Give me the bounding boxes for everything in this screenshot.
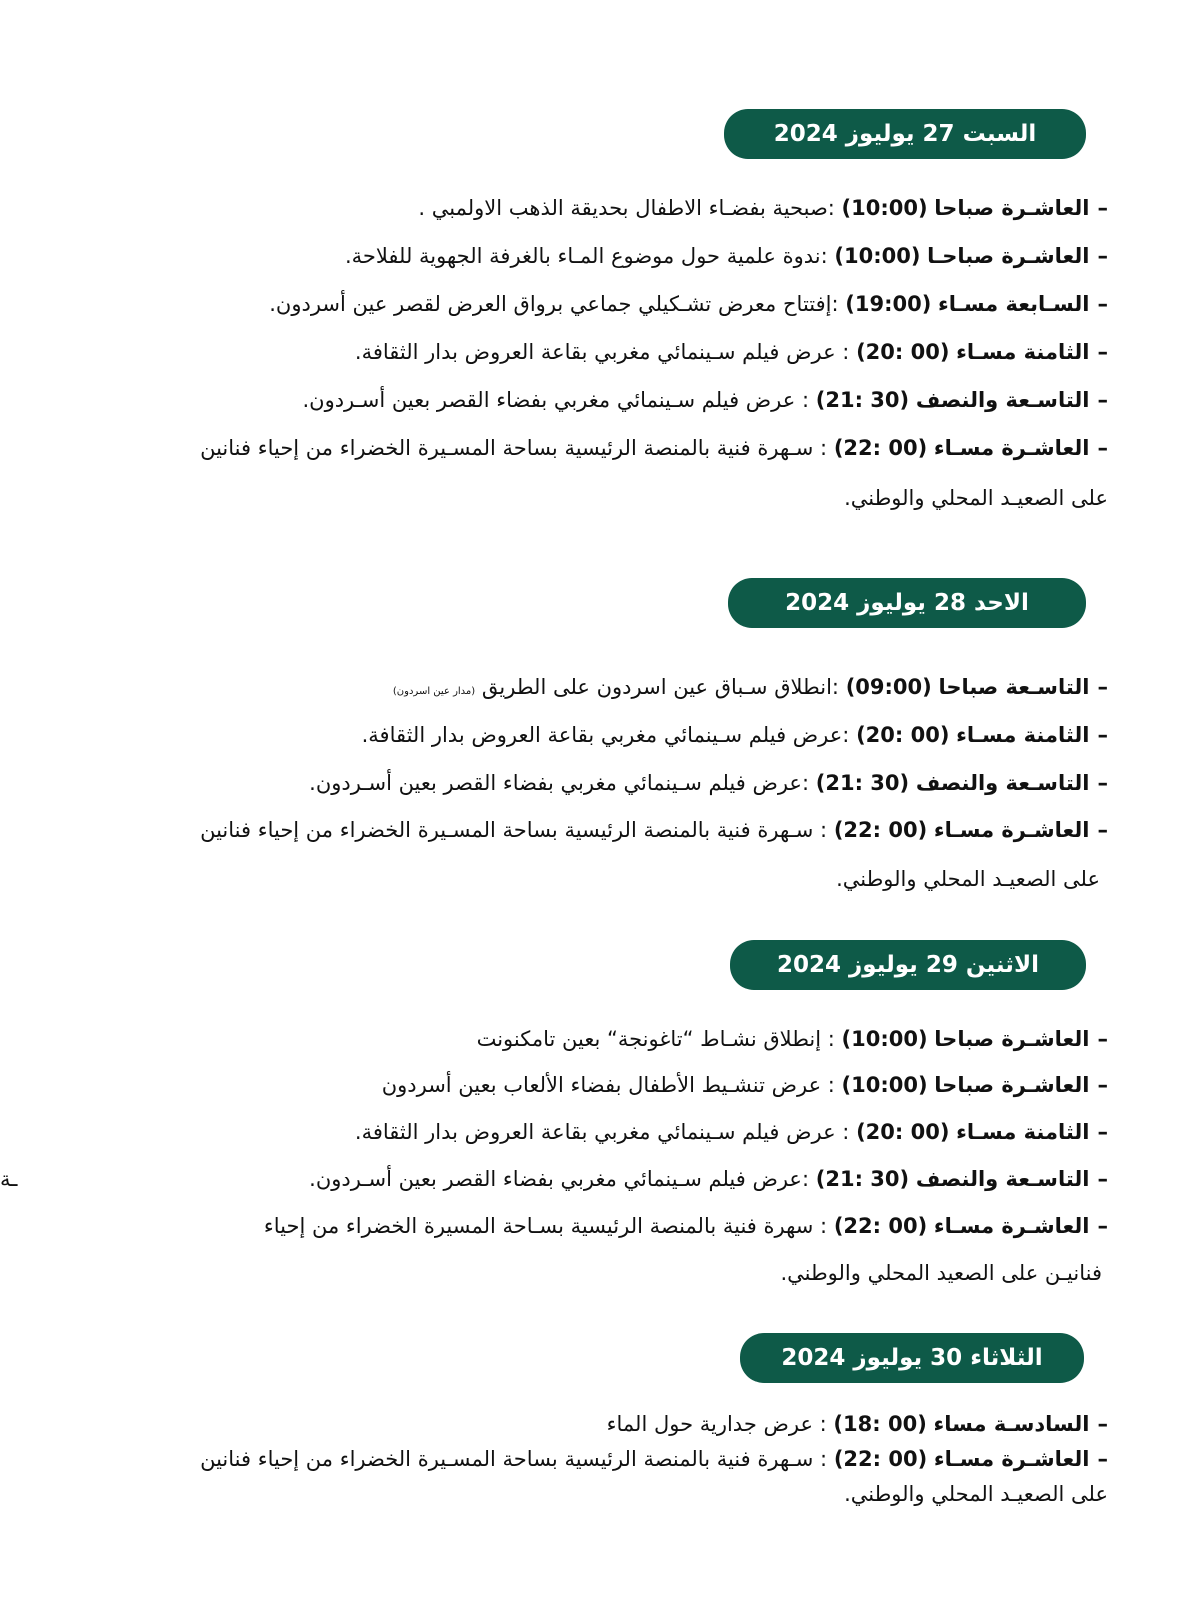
schedule-line: –التاسـعة والنصف (30 :21) :عرض فيلم سـينمائي مغربي بفضاء القصر بعين أسـردون. [309,771,1108,795]
time-label: الثامنة مسـاء [956,1120,1090,1144]
continuation-text: على الصعيـد المحلي والوطني. [844,486,1108,510]
time-label: العاشـرة مسـاء [933,818,1090,842]
schedule-line: –الثامنة مسـاء (00 :20) :عرض فيلم سـينمائي مغربي بقاعة العروض بدار الثقافة. [361,723,1108,747]
time-label: العاشـرة مسـاء [933,1214,1090,1238]
schedule-line: –السـابعة مسـاء (19:00) :إفتتاح معرض تشـكيلي جماعي برواق العرض لقصر عين أسردون. [269,292,1108,316]
event-text: :صبحية بفضـاء الاطفال بحديقة الذهب الاولمبي . [418,196,842,220]
time-value: (10:00) [841,1073,928,1097]
schedule-line: –العاشـرة مسـاء (00 :22) : سهرة فنية بالمنصة الرئيسية بسـاحة المسيرة الخضراء من إحياء [263,1214,1108,1238]
continuation-text: على الصعيـد المحلي والوطني. [836,867,1100,891]
time-label: الثامنة مسـاء [956,723,1090,747]
event-text: :عرض فيلم سـينمائي مغربي بقاعة العروض بدار الثقافة. [361,723,857,747]
time-value: (10:00) [841,1027,928,1051]
event-text: : عرض تنشـيط الأطفال بفضاء الألعاب بعين أسردون [381,1073,842,1097]
time-label: العاشـرة مسـاء [933,436,1090,460]
event-text: :ندوة علمية حول موضوع المـاء بالغرفة الجهوية للفلاحة. [344,244,835,268]
time-label: التاسـعة صباحا [938,675,1090,699]
time-value: (30 :21) [815,1167,910,1191]
time-value: (19:00) [845,292,932,316]
schedule-line: –العاشـرة مسـاء (00 :22) : سـهرة فنية بالمنصة الرئيسية بساحة المسـيرة الخضراء من إحياء فنانين [200,818,1108,842]
location-note: (مدار عين اسردون) [392,686,476,697]
time-value: (30 :21) [815,771,910,795]
continuation-text: على الصعيـد المحلي والوطني. [844,1482,1108,1506]
event-text: : عرض جدارية حول الماء [606,1412,834,1436]
schedule-line: –العاشـرة مسـاء (00 :22) : سـهرة فنية بالمنصة الرئيسية بساحة المسـيرة الخضراء من إحياء فنانين [200,1447,1108,1471]
day-header-monday: الاثنين 29 يوليوز 2024 [730,940,1086,990]
schedule-line: –التاسـعة والنصف (30 :21) : عرض فيلم سـينمائي مغربي بفضاء القصر بعين أسـردون. [302,388,1108,412]
event-text: : عرض فيلم سـينمائي مغربي بقاعة العروض بدار الثقافة. [354,340,857,364]
schedule-line: –العاشـرة صباحا (10:00) :صبحية بفضـاء الاطفال بحديقة الذهب الاولمبي . [418,196,1108,220]
event-text: : سـهرة فنية بالمنصة الرئيسية بساحة المسـيرة الخضراء من إحياء فنانين [200,818,834,842]
event-text: : سـهرة فنية بالمنصة الرئيسية بساحة المسـيرة الخضراء من إحياء فنانين [200,1447,834,1471]
time-label: السـابعة مسـاء [938,292,1090,316]
schedule-line: –الثامنة مسـاء (00 :20) : عرض فيلم سـينمائي مغربي بقاعة العروض بدار الثقافة. [354,1120,1108,1144]
event-text: :عرض فيلم سـينمائي مغربي بفضاء القصر بعين أسـردون. [309,1167,816,1191]
time-value: (00 :22) [833,1447,928,1471]
time-label: العاشـرة صباحا [934,1027,1090,1051]
time-value: (30 :21) [815,388,910,412]
time-label: التاسـعة والنصف [915,771,1090,795]
cropped-fragment: ـة [0,1167,18,1191]
continuation-text: فنانيـن على الصعيد المحلي والوطني. [780,1261,1102,1285]
schedule-line: –الثامنة مسـاء (00 :20) : عرض فيلم سـينمائي مغربي بقاعة العروض بدار الثقافة. [354,340,1108,364]
event-text: : إنطلاق نشـاط “تاغونجة“ بعين تامكنونت [476,1027,842,1051]
event-text: :انطلاق سـباق عين اسردون على الطريق [481,675,846,699]
time-label: التاسـعة والنصف [915,388,1090,412]
schedule-line: –التاسـعة والنصف (30 :21) :عرض فيلم سـينمائي مغربي بفضاء القصر بعين أسـردون. [309,1167,1108,1191]
time-value: (09:00) [845,675,932,699]
schedule-line: –العاشـرة صباحا (10:00) : إنطلاق نشـاط “تاغونجة“ بعين تامكنونت [476,1027,1108,1051]
schedule-line: –العاشـرة صباحا (10:00) : عرض تنشـيط الأطفال بفضاء الألعاب بعين أسردون [381,1073,1108,1097]
day-header-saturday: السبت 27 يوليوز 2024 [724,109,1086,159]
time-value: (00 :22) [833,818,928,842]
event-text: : عرض فيلم سـينمائي مغربي بقاعة العروض بدار الثقافة. [354,1120,857,1144]
time-value: (00 :20) [856,1120,950,1144]
time-label: العاشـرة صباحـا [927,244,1090,268]
time-value: (10:00) [834,244,921,268]
time-label: السادسـة مساء [933,1412,1090,1436]
schedule-line: –العاشـرة صباحـا (10:00) :ندوة علمية حول موضوع المـاء بالغرفة الجهوية للفلاحة. [344,244,1108,268]
time-value: (00 :22) [833,436,928,460]
time-label: العاشـرة مسـاء [933,1447,1090,1471]
schedule-line: –العاشـرة مسـاء (00 :22) : سـهرة فنية بالمنصة الرئيسية بساحة المسـيرة الخضراء من إحياء فنانين [200,436,1108,460]
time-value: (10:00) [841,196,928,220]
event-text: : عرض فيلم سـينمائي مغربي بفضاء القصر بعين أسـردون. [302,388,816,412]
time-value: (00 :20) [856,340,950,364]
day-header-tuesday: الثلاثاء 30 يوليوز 2024 [740,1333,1084,1383]
time-label: العاشـرة صباحا [934,1073,1090,1097]
event-text: : سـهرة فنية بالمنصة الرئيسية بساحة المسـيرة الخضراء من إحياء فنانين [200,436,834,460]
schedule-line: –التاسـعة صباحا (09:00) :انطلاق سـباق عين اسردون على الطريق (مدار عين اسردون) [392,675,1108,699]
day-header-sunday: الاحد 28 يوليوز 2024 [728,578,1086,628]
time-label: العاشـرة صباحا [934,196,1090,220]
time-value: (00 :22) [833,1214,928,1238]
event-text: : سهرة فنية بالمنصة الرئيسية بسـاحة المسيرة الخضراء من إحياء [263,1214,834,1238]
time-value: (00 :20) [856,723,950,747]
event-text: :عرض فيلم سـينمائي مغربي بفضاء القصر بعين أسـردون. [309,771,816,795]
event-text: :إفتتاح معرض تشـكيلي جماعي برواق العرض لقصر عين أسردون. [269,292,846,316]
time-label: التاسـعة والنصف [915,1167,1090,1191]
time-label: الثامنة مسـاء [956,340,1090,364]
time-value: (00 :18) [833,1412,927,1436]
schedule-line: –السادسـة مساء (00 :18) : عرض جدارية حول الماء [606,1412,1108,1436]
